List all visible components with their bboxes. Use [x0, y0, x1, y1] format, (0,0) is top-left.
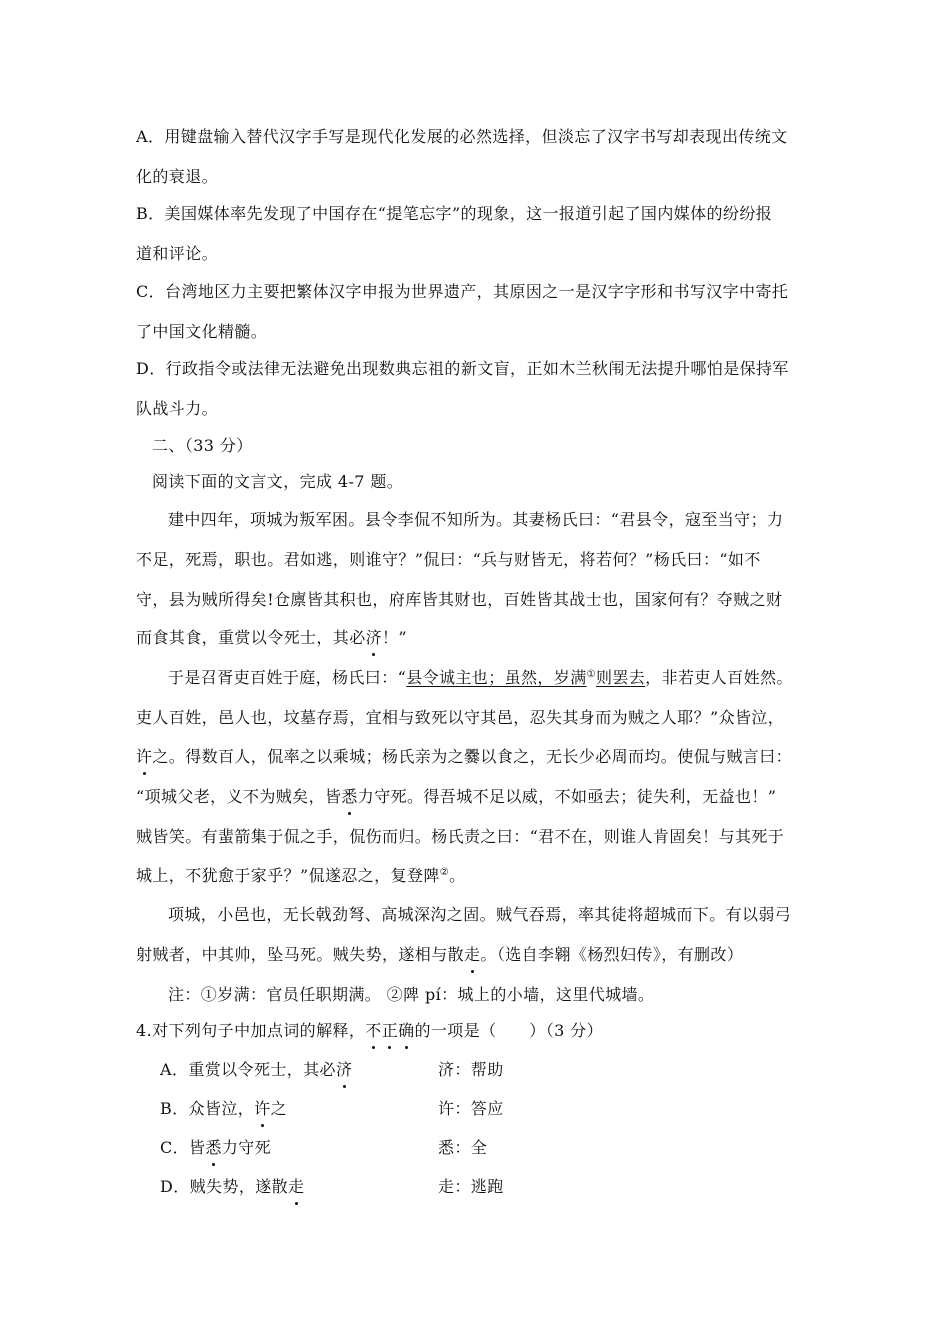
text-segment: 而食其食，重赏以令死士，其必 [136, 628, 366, 647]
choice-d-line1: D．行政指令或法律无法避免出现数典忘祖的新文盲，正如木兰秋闱无法提升哪怕是保持军 [136, 359, 789, 378]
emphasis-dotted [365, 1021, 414, 1040]
passage-p1-line3: 守，县为贼所得矣!仓廪皆其积也，府库皆其财也，百姓皆其战士也，国家何有？夺贼之财 [136, 590, 783, 609]
section-heading: 二、（33 分） [152, 436, 253, 455]
text-segment: ，非若吏人百姓然。 [645, 668, 793, 687]
dotted-word: 悉 [205, 1138, 222, 1157]
option-text: 力守死 [221, 1138, 272, 1157]
option-text: 之 [270, 1099, 287, 1118]
option-text: B．众皆泣， [160, 1099, 255, 1118]
q4-option-a-answer: 济：帮助 [438, 1060, 504, 1079]
text-segment: 射贼者，中其帅，坠马死。贼失势，遂相与散 [136, 945, 465, 964]
footnote-mark: ① [586, 669, 596, 680]
passage-p2-line6 [136, 865, 826, 887]
choice-d-line2: 队战斗力。 [136, 399, 219, 418]
option-text: D．贼失势，遂散 [160, 1177, 289, 1196]
choice-b-line2: 道和评论。 [136, 244, 219, 263]
passage-p1-line1: 建中四年，项城为叛军困。县令李侃不知所为。其妻杨氏曰：“君县令，寇至当守；力 [168, 510, 784, 529]
dotted-char: 不 [365, 1021, 382, 1040]
choice-c-line1: C．台湾地区力主要把繁体汉字申报为世界遗产，其原因之一是汉字字形和书写汉字中寄托 [136, 282, 789, 301]
passage-p2-line5: 贼皆笑。有蜚箭集于侃之手，侃伤而归。杨氏责之曰：“君不在，则谁人肯固矣！与其死于 [136, 827, 785, 846]
option-text: C．皆 [160, 1138, 206, 1157]
dotted-word: 许 [136, 747, 153, 766]
passage-p2-line3 [136, 746, 826, 768]
dotted-word: 走 [464, 945, 481, 964]
underlined-sentence: 则罢去 [595, 668, 646, 687]
dotted-word: 走 [288, 1177, 305, 1196]
choice-b-line1: B．美国媒体率先发现了中国存在“提笔忘字”的现象，这一报道引起了国内媒体的纷纷报 [136, 204, 773, 223]
text-segment: 。（选自李翱《杨烈妇传》，有删改） [480, 945, 744, 964]
text-segment: 力守死。得吾城不足以威，不如亟去；徒失利，无益也！” [357, 787, 777, 806]
option-text: A．重赏以令死士，其必 [160, 1060, 336, 1079]
dotted-char: 正 [381, 1021, 399, 1040]
passage-p1-line4 [136, 627, 826, 649]
footnote: 注：①岁满：官员任职期满。 ②陴 pí：城上的小墙，这里代城墙。 [168, 985, 655, 1004]
passage-p2-line2: 吏人百姓，邑人也，坟墓存焉，宜相与致死以守其邑，忍失其身而为贼之人耶？”众皆泣， [136, 708, 785, 727]
text-segment: “项城父老，义不为贼矣，皆 [136, 787, 342, 806]
q4-option-b-answer: 许：答应 [438, 1099, 504, 1118]
dotted-word: 济 [365, 628, 383, 647]
text-segment: 。 [449, 866, 466, 885]
section-instruction: 阅读下面的文言文，完成 4-7 题。 [152, 472, 404, 491]
choice-a-line1: A．用键盘输入替代汉字手写是现代化发展的必然选择，但淡忘了汉字书写却表现出传统文 [136, 127, 788, 146]
dotted-word: 济 [335, 1060, 353, 1079]
choice-c-line2: 了中国文化精髓。 [136, 322, 268, 341]
text-segment: ！” [382, 628, 407, 647]
passage-p3-line2 [136, 944, 826, 966]
choice-a-line2: 化的衰退。 [136, 167, 219, 186]
dotted-word: 许 [254, 1099, 271, 1118]
question-4-stem [136, 1020, 826, 1042]
text-segment: 于是召胥吏百姓于庭，杨氏曰：“ [168, 668, 407, 687]
q4-option-d [160, 1176, 304, 1198]
underlined-sentence: 县令诚主也；虽然，岁满 [406, 668, 587, 687]
text-segment: 的一项是（ ）（3 分） [414, 1021, 603, 1040]
q4-option-c-answer: 悉：全 [438, 1138, 488, 1157]
q4-option-a [160, 1059, 352, 1081]
text-segment: 之。得数百人，侃率之以乘城；杨氏亲为之爨以食之，无长少必周而均。使侃与贼言曰： [152, 747, 793, 766]
passage-p2-line4 [136, 786, 826, 808]
dotted-char: 确 [398, 1021, 415, 1040]
q4-option-c [160, 1137, 271, 1159]
passage-p2-line1 [168, 667, 858, 689]
footnote-mark: ② [439, 867, 450, 878]
q4-option-b [160, 1098, 287, 1120]
passage-p1-line2: 不足，死焉，职也。君如逃，则谁守？”侃曰：“兵与财皆无，将若何？”杨氏曰：“如不 [136, 550, 761, 569]
text-segment: 4.对下列句子中加点词的解释， [136, 1021, 366, 1040]
passage-p3-line1: 项城，小邑也，无长戟劲弩、高城深沟之固。贼气吞焉，率其徒将超城而下。有以弱弓 [168, 905, 792, 924]
dotted-word: 悉 [341, 787, 358, 806]
q4-option-d-answer: 走：逃跑 [438, 1177, 504, 1196]
text-segment: 城上，不犹愈于家乎？”侃遂忍之，复登陴 [136, 866, 440, 885]
